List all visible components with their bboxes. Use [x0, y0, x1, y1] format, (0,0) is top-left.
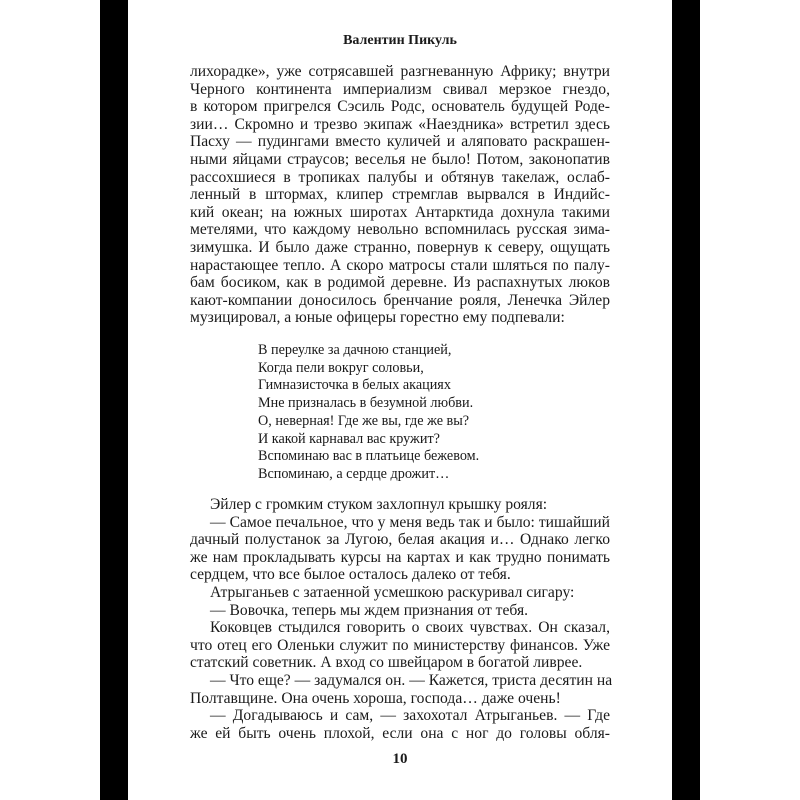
poem-line: И какой карнавал вас кружит?: [258, 430, 440, 447]
text-line: Атрыганьев с затаенной усмешкою раскуривал сигару:: [210, 583, 575, 601]
text-line: нарастающее тепло. А скоро матросы стали шляться по палу-: [190, 256, 610, 274]
text-line: рассохшиеся в тропиках палубы и обтянув такелаж, ослаб-: [190, 168, 610, 186]
text-line: — Что еще? — задумался он. — Кажется, триста десятин на: [210, 671, 613, 689]
text-line: метелями, что каждому невольно вспомнилась русская зима-: [190, 221, 610, 239]
poem-line: В переулке за дачною станцией,: [258, 342, 452, 358]
text-line: же нам прокладывать курсы на картах и как трудно понимать: [190, 548, 610, 566]
page-number: 10: [392, 751, 408, 767]
running-header: Валентин Пикуль: [343, 33, 457, 48]
poem-line: Вспоминаю, а сердце дрожит…: [258, 465, 450, 482]
text-line: сердцем, что все былое осталось далеко от тебя.: [190, 566, 511, 584]
poem-line: Когда пели вокруг соловьи,: [258, 359, 424, 376]
text-line: что отец его Оленьки служит по министерству финансов. Уже: [190, 636, 610, 654]
text-line: ленный в штормах, клипер стремглав вырвался в Индийс-: [190, 186, 610, 204]
poem-verse: [258, 342, 479, 484]
text-line: — Вовочка, теперь мы ждем признания от тебя.: [210, 601, 529, 619]
text-line: ными яйцами страусов; веселья не было! Потом, законопатив: [190, 150, 610, 168]
text-line: кают-компании доносилось бренчание рояля, Ленечка Эйлер: [190, 291, 610, 309]
text-line: же ей быть очень плохой, если она с ног до головы обля-: [190, 724, 610, 742]
text-line: статский советник. А вход со швейцаром в богатой ливрее.: [190, 654, 583, 672]
text-line: кий океан; на южных широтах Антарктида дохнула такими: [190, 203, 610, 221]
text-line: Эйлер с громким стуком захлопнул крышку рояля:: [210, 496, 548, 513]
text-line: Пасху — пудингами вместо куличей и аляповато раскрашен-: [190, 133, 610, 151]
text-line: в котором пригрелся Сэсиль Родс, основатель будущей Роде-: [190, 98, 610, 116]
text-line: Черного континента империализм свивал мерзкое гнездо,: [190, 80, 610, 98]
text-line: Полтавщине. Она очень хороша, господа… даже очень!: [190, 689, 561, 707]
text-line: зии… Скромно и трезво экипаж «Наездника» встретил здесь: [190, 115, 610, 133]
body-text-top: [190, 63, 610, 327]
text-line: Коковцев стыдился говорить о своих чувствах. Он сказал,: [210, 619, 610, 637]
right-black-border: [672, 0, 700, 800]
poem-line: Мне призналась в безумной любви.: [258, 395, 474, 412]
poem-line: Вспоминаю вас в платьице бежевом.: [258, 448, 480, 465]
text-line: — Догадываюсь и сам, — захохотал Атрыганьев. — Где: [210, 707, 610, 725]
text-line: лихорадке», уже сотрясавшей разгневанную Африку; внутри: [190, 63, 610, 80]
body-text-bottom: [190, 496, 613, 742]
text-line: зимушка. И было даже странно, повернув к северу, ощущать: [190, 238, 610, 256]
text-line: дачный полустанок за Лугою, белая акация и… Однако легко: [190, 531, 610, 549]
poem-line: О, неверная! Где же вы, где же вы?: [258, 412, 470, 429]
poem-line: Гимназисточка в белых акациях: [258, 377, 451, 394]
text-line: бам босиком, как в родимой деревне. Из распахнутых люков: [190, 274, 610, 292]
left-black-border: [100, 0, 128, 800]
text-line: — Самое печальное, что у меня ведь так и было: тишайший: [210, 513, 610, 531]
text-line: музицировал, а юные офицеры горестно ему подпевали:: [190, 309, 565, 327]
